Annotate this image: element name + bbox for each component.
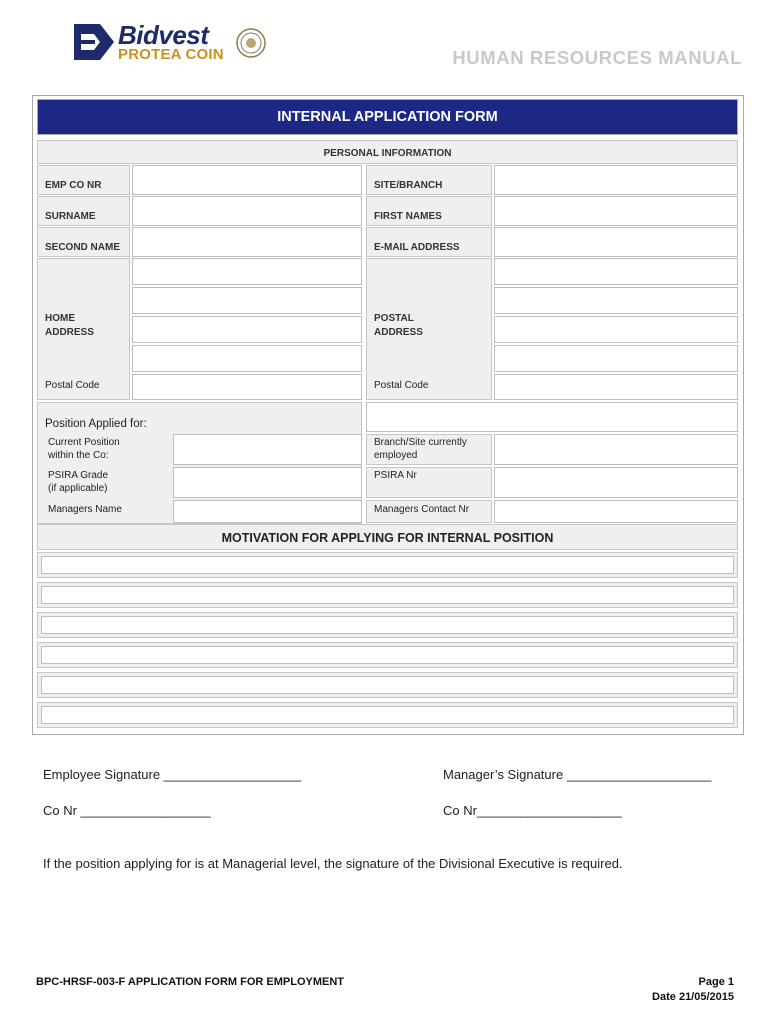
motivation-line-1-field[interactable] [41, 556, 734, 574]
psira-nr-field[interactable] [494, 467, 738, 498]
emp-co-nr-label: EMP CO NR [45, 180, 102, 191]
home-address-line4-field[interactable] [132, 345, 362, 372]
managerial-note: If the position applying for is at Managerial level, the signature of the Divisional Executive is required. [43, 856, 623, 871]
postal-address-label-line2: ADDRESS [374, 327, 423, 338]
surname-label: SURNAME [45, 211, 96, 222]
psira-grade-label-line2: (if applicable) [48, 483, 108, 494]
current-position-label-line1: Current Position [48, 437, 120, 448]
motivation-line-3-field[interactable] [41, 616, 734, 634]
footer-page-info [652, 975, 734, 1005]
document-code: BPC-HRSF-003-F APPLICATION FORM FOR EMPLOYMENT [36, 976, 344, 988]
postal-address-line4-field[interactable] [494, 345, 738, 372]
managers-name-field[interactable] [173, 500, 362, 523]
emp-co-nr-field[interactable] [132, 165, 362, 195]
psira-grade-field[interactable] [173, 467, 362, 498]
managers-contact-label: Managers Contact Nr [374, 504, 470, 515]
motivation-line-2 [37, 582, 738, 608]
motivation-line-1 [37, 552, 738, 578]
psira-nr-label: PSIRA Nr [374, 470, 417, 481]
motivation-line-4-field[interactable] [41, 646, 734, 664]
postal-address-line3-field[interactable] [494, 316, 738, 343]
branch-site-label-line1: Branch/Site currently [374, 437, 467, 448]
psira-grade-label-line1: PSIRA Grade [48, 470, 109, 481]
company-logo [74, 22, 269, 66]
second-name-label: SECOND NAME [45, 242, 121, 253]
motivation-line-6-field[interactable] [41, 706, 734, 724]
home-address-line2-field[interactable] [132, 287, 362, 314]
managers-signature-line[interactable]: Manager’s Signature ____________________ [443, 767, 712, 782]
motivation-line-5-field[interactable] [41, 676, 734, 694]
form-title: INTERNAL APPLICATION FORM [277, 109, 498, 125]
current-position-label-line2: within the Co: [48, 450, 109, 461]
motivation-line-3 [37, 612, 738, 638]
motivation-header [37, 524, 738, 550]
branch-site-field[interactable] [494, 434, 738, 465]
position-applied-field[interactable] [366, 402, 738, 432]
site-branch-field[interactable] [494, 165, 738, 195]
email-field[interactable] [494, 227, 738, 257]
home-address-label-line1: HOME [45, 313, 75, 324]
surname-field[interactable] [132, 196, 362, 226]
home-address-line1-field[interactable] [132, 258, 362, 285]
site-branch-label: SITE/BRANCH [374, 180, 443, 191]
motivation-title: MOTIVATION FOR APPLYING FOR INTERNAL POSITION [221, 531, 554, 545]
position-applied-label: Position Applied for: [45, 418, 147, 430]
form-title-bar [37, 99, 738, 135]
current-position-field[interactable] [173, 434, 362, 465]
first-names-field[interactable] [494, 196, 738, 226]
postal-postal-code-field[interactable] [494, 374, 738, 400]
page-number: Page 1 [698, 976, 734, 988]
branch-site-label-line2: employed [374, 450, 418, 461]
employee-signature-line[interactable]: Employee Signature ___________________ [43, 767, 302, 782]
managers-name-label: Managers Name [48, 504, 122, 515]
motivation-line-4 [37, 642, 738, 668]
postal-address-line1-field[interactable] [494, 258, 738, 285]
brand-sub: PROTEA COIN [118, 46, 224, 63]
managers-contact-field[interactable] [494, 500, 738, 523]
brand-name: Bidvest [118, 20, 209, 50]
coin-seal-icon [236, 28, 266, 58]
first-names-label: FIRST NAMES [374, 211, 442, 222]
home-address-line3-field[interactable] [132, 316, 362, 343]
co-nr-left-line[interactable]: Co Nr __________________ [43, 803, 211, 818]
motivation-line-5 [37, 672, 738, 698]
motivation-line-6 [37, 702, 738, 728]
postal-address-line2-field[interactable] [494, 287, 738, 314]
co-nr-right-line[interactable]: Co Nr____________________ [443, 803, 622, 818]
personal-info-header [37, 140, 738, 164]
postal-code-right-label: Postal Code [374, 380, 429, 391]
postal-address-label-line1: POSTAL [374, 313, 414, 324]
manual-title: HUMAN RESOURCES MANUAL [452, 47, 742, 68]
home-address-label-line2: ADDRESS [45, 327, 94, 338]
second-name-field[interactable] [132, 227, 362, 257]
motivation-line-2-field[interactable] [41, 586, 734, 604]
email-label: E-MAIL ADDRESS [374, 242, 460, 253]
home-postal-code-field[interactable] [132, 374, 362, 400]
personal-info-title: PERSONAL INFORMATION [323, 148, 452, 159]
postal-code-left-label: Postal Code [45, 380, 100, 391]
document-date: Date 21/05/2015 [652, 991, 734, 1003]
bidvest-logo-icon [74, 24, 114, 60]
